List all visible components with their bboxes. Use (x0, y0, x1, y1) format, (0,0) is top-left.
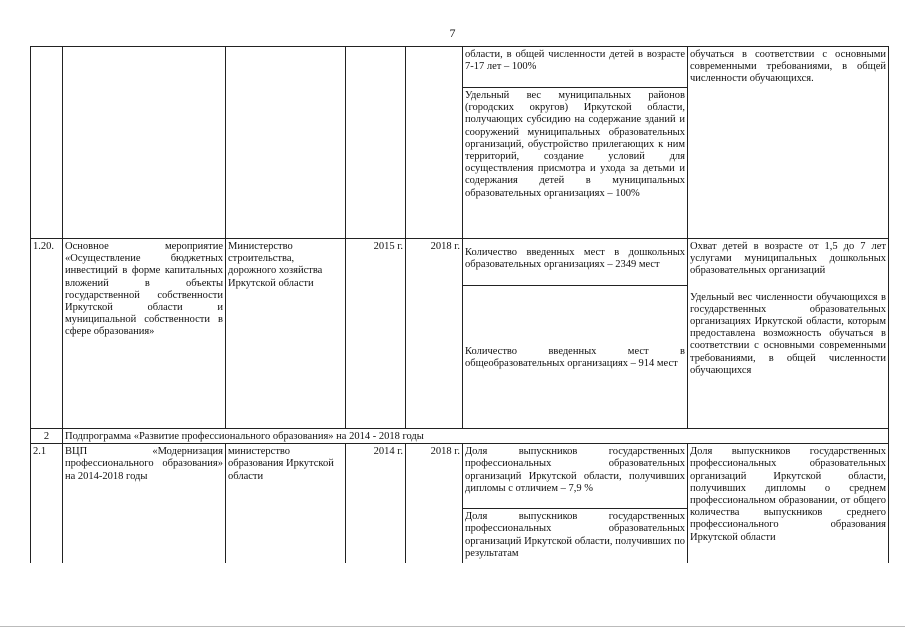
table-row-1-20 (31, 239, 889, 286)
start-year: 2015 г. (346, 239, 406, 429)
row-number: 2.1 (31, 444, 63, 564)
table-row-2-1 (31, 444, 889, 509)
result-cell: Доля выпускников государственных профессиональных образовательных организаций Иркутской области, получивших дипломы о среднем профессиональном образовании, от общего количества выпускников среднего профессионального образования Иркутской области (688, 444, 889, 564)
start-year: 2014 г. (346, 444, 406, 564)
cell-number-empty (31, 47, 63, 239)
indicator-cell: Доля выпускников государственных профессиональных образовательных организаций Иркутской области, получивших дипломы с отличием – 7,9 % (463, 444, 688, 509)
indicator-cell: Количество введенных мест в общеобразовательных организациях – 914 мест (463, 286, 688, 429)
end-year: 2018 г. (406, 444, 463, 564)
row-number: 2 (31, 429, 63, 444)
indicator-cell: Доля выпускников государственных профессиональных образовательных организаций Иркутской области, получивших по результатам (463, 509, 688, 564)
result-cell: обучаться в соответствии с основными современными требованиями, в общей численности обучающихся. (688, 47, 889, 239)
executor-cell: Министерство строительства, дорожного хозяйства Иркутской области (226, 239, 346, 429)
cell-start-empty (346, 47, 406, 239)
executor-cell: министерство образования Иркутской области (226, 444, 346, 564)
end-year: 2018 г. (406, 239, 463, 429)
page-bottom-rule (0, 626, 905, 627)
cell-name-empty (63, 47, 226, 239)
table-row-subprogram (31, 429, 889, 444)
page-number: 7 (449, 26, 456, 40)
indicator-cell: Удельный вес муниципальных районов (городских округов) Иркутской области, получающих субсидию на содержание зданий и сооружений муниципальных образовательных организаций, обустройство прилегающих к ним территорий, создание условий для осуществления присмотра и ухода за детьми и содержания детей в муниципальных образовательных организациях – 100% (463, 88, 688, 239)
result-cell (688, 239, 889, 429)
cell-end-empty (406, 47, 463, 239)
activity-name: ВЦП «Модернизация профессионального образования» на 2014-2018 годы (63, 444, 226, 564)
row-number: 1.20. (31, 239, 63, 429)
result-text: Охват детей в возрасте от 1,5 до 7 лет услугами муниципальных дошкольных образовательных организаций (690, 241, 886, 277)
activity-name: Основное мероприятие «Осуществление бюджетных инвестиций в форме капитальных вложений в объекты государственной собственности Иркутской области и муниципальной собственности в сфере образования» (63, 239, 226, 429)
subprogram-title: Подпрограмма «Развитие профессионального образования» на 2014 - 2018 годы (63, 429, 889, 444)
program-table (30, 46, 889, 563)
result-text: Удельный вес численности обучающихся в государственных образовательных организациях Иркутской области, которым предоставлена возможность обучаться в соответствии с основными современными требованиями, в общей численности обучающихся (690, 291, 886, 376)
table-row-continued (31, 47, 889, 88)
cell-executor-empty (226, 47, 346, 239)
indicator-cell: области, в общей численности детей в возрасте 7-17 лет – 100% (463, 47, 688, 88)
indicator-cell: Количество введенных мест в дошкольных образовательных организациях – 2349 мест (463, 239, 688, 286)
